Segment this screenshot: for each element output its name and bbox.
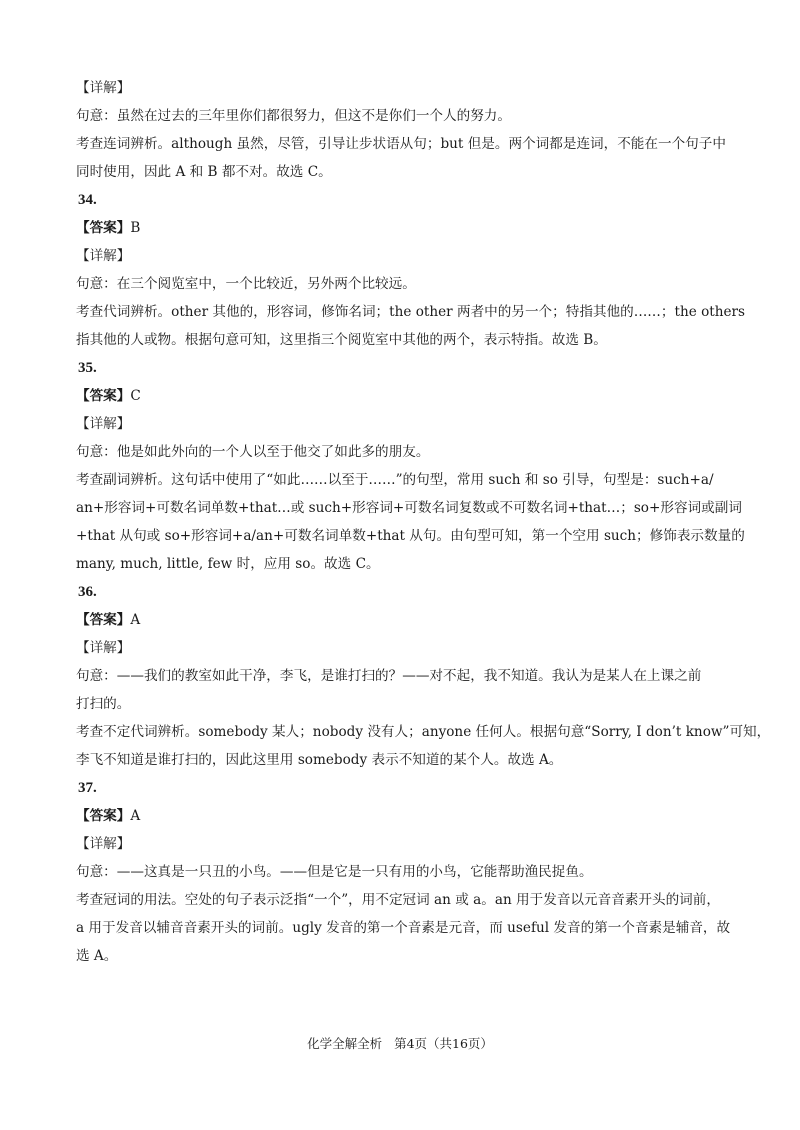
footer-title: 化学全解全析 <box>307 1036 383 1051</box>
question-number-text: 34. <box>78 192 97 208</box>
explanation-text: 考查冠词的用法。空处的句子表示泛指“一个”，用不定冠词 an 或 a。an 用于发音以元音音素开头的词前， <box>76 892 720 908</box>
explanation-text: 句意：——这真是一只丑的小鸟。——但是它是一只有用的小鸟，它能帮助渔民捉鱼。 <box>76 864 593 880</box>
answer-value: A <box>130 808 141 824</box>
explanation-text: an+形容词+可数名词单数+that…或 such+形容词+可数名词复数或不可数名词+that…；so+形容词或副词 <box>76 500 742 516</box>
answer-value: B <box>130 220 141 236</box>
question-number-text: 36. <box>78 584 97 600</box>
explanation-text: a 用于发音以辅音音素开头的词前。ugly 发音的第一个音素是元音，而 useful 发音的第一个音素是辅音，故 <box>76 920 731 936</box>
explanation-text: 李飞不知道是谁打扫的，因此这里用 somebody 表示不知道的某个人。故选 A。 <box>76 752 563 768</box>
answer-label: 【答案】 <box>76 808 131 824</box>
answer-line <box>76 218 728 238</box>
document-body <box>76 78 771 974</box>
explanation-label: 【详解】 <box>76 640 131 656</box>
answer-line <box>76 610 728 630</box>
answer-value: C <box>130 388 141 404</box>
explanation-label: 【详解】 <box>76 248 131 264</box>
explanation-text: 考查副词辨析。这句话中使用了“如此……以至于……”的句型，常用 such 和 so 引导，句型是：such+a/ <box>76 472 714 488</box>
answer-label: 【答案】 <box>76 388 131 404</box>
explanation-text: 句意：在三个阅览室中，一个比较近，另外两个比较远。 <box>76 276 416 292</box>
explanation-text: 考查连词辨析。although 虽然，尽管，引导让步状语从句；but 但是。两个词都是连词，不能在一个句子中 <box>76 136 726 152</box>
question-number-text: 37. <box>78 780 97 796</box>
explanation-text: 句意：——我们的教室如此干净，李飞，是谁打扫的？——对不起，我不知道。我认为是某人在上课之前 <box>76 668 702 684</box>
question-number <box>76 358 728 378</box>
question-number <box>76 778 728 798</box>
explanation-text: +that 从句或 so+形容词+a/an+可数名词单数+that 从句。由句型可知，第一个空用 such；修饰表示数量的 <box>76 528 745 544</box>
explanation-text: 考查代词辨析。other 其他的，形容词，修饰名词；the other 两者中的另一个；特指其他的……；the others <box>76 304 745 320</box>
explanation-text: many, much, little, few 时，应用 so。故选 C。 <box>76 556 380 572</box>
footer-page-number: 第4页（共16页） <box>394 1036 493 1051</box>
explanation-text: 打扫的。 <box>76 696 131 712</box>
question-number <box>76 190 728 210</box>
question-number <box>76 582 728 602</box>
answer-value: A <box>130 612 141 628</box>
explanation-text: 句意：虽然在过去的三年里你们都很努力，但这不是你们一个人的努力。 <box>76 108 511 124</box>
explanation-label: 【详解】 <box>76 416 131 432</box>
explanation-text: 同时使用，因此 A 和 B 都不对。故选 C。 <box>76 164 332 180</box>
explanation-label: 【详解】 <box>76 80 131 96</box>
explanation-text: 考查不定代词辨析。somebody 某人；nobody 没有人；anyone 任何人。根据句意“Sorry, I don’t know”可知， <box>76 724 771 740</box>
explanation-label: 【详解】 <box>76 836 131 852</box>
answer-line <box>76 386 728 406</box>
page-footer <box>0 1036 800 1052</box>
question-number-text: 35. <box>78 360 97 376</box>
answer-label: 【答案】 <box>76 220 131 236</box>
answer-line <box>76 806 728 826</box>
explanation-text: 选 A。 <box>76 948 118 964</box>
explanation-text: 句意：他是如此外向的一个人以至于他交了如此多的朋友。 <box>76 444 430 460</box>
answer-label: 【答案】 <box>76 612 131 628</box>
explanation-text: 指其他的人或物。根据句意可知，这里指三个阅览室中其他的两个，表示特指。故选 B。 <box>76 332 607 348</box>
